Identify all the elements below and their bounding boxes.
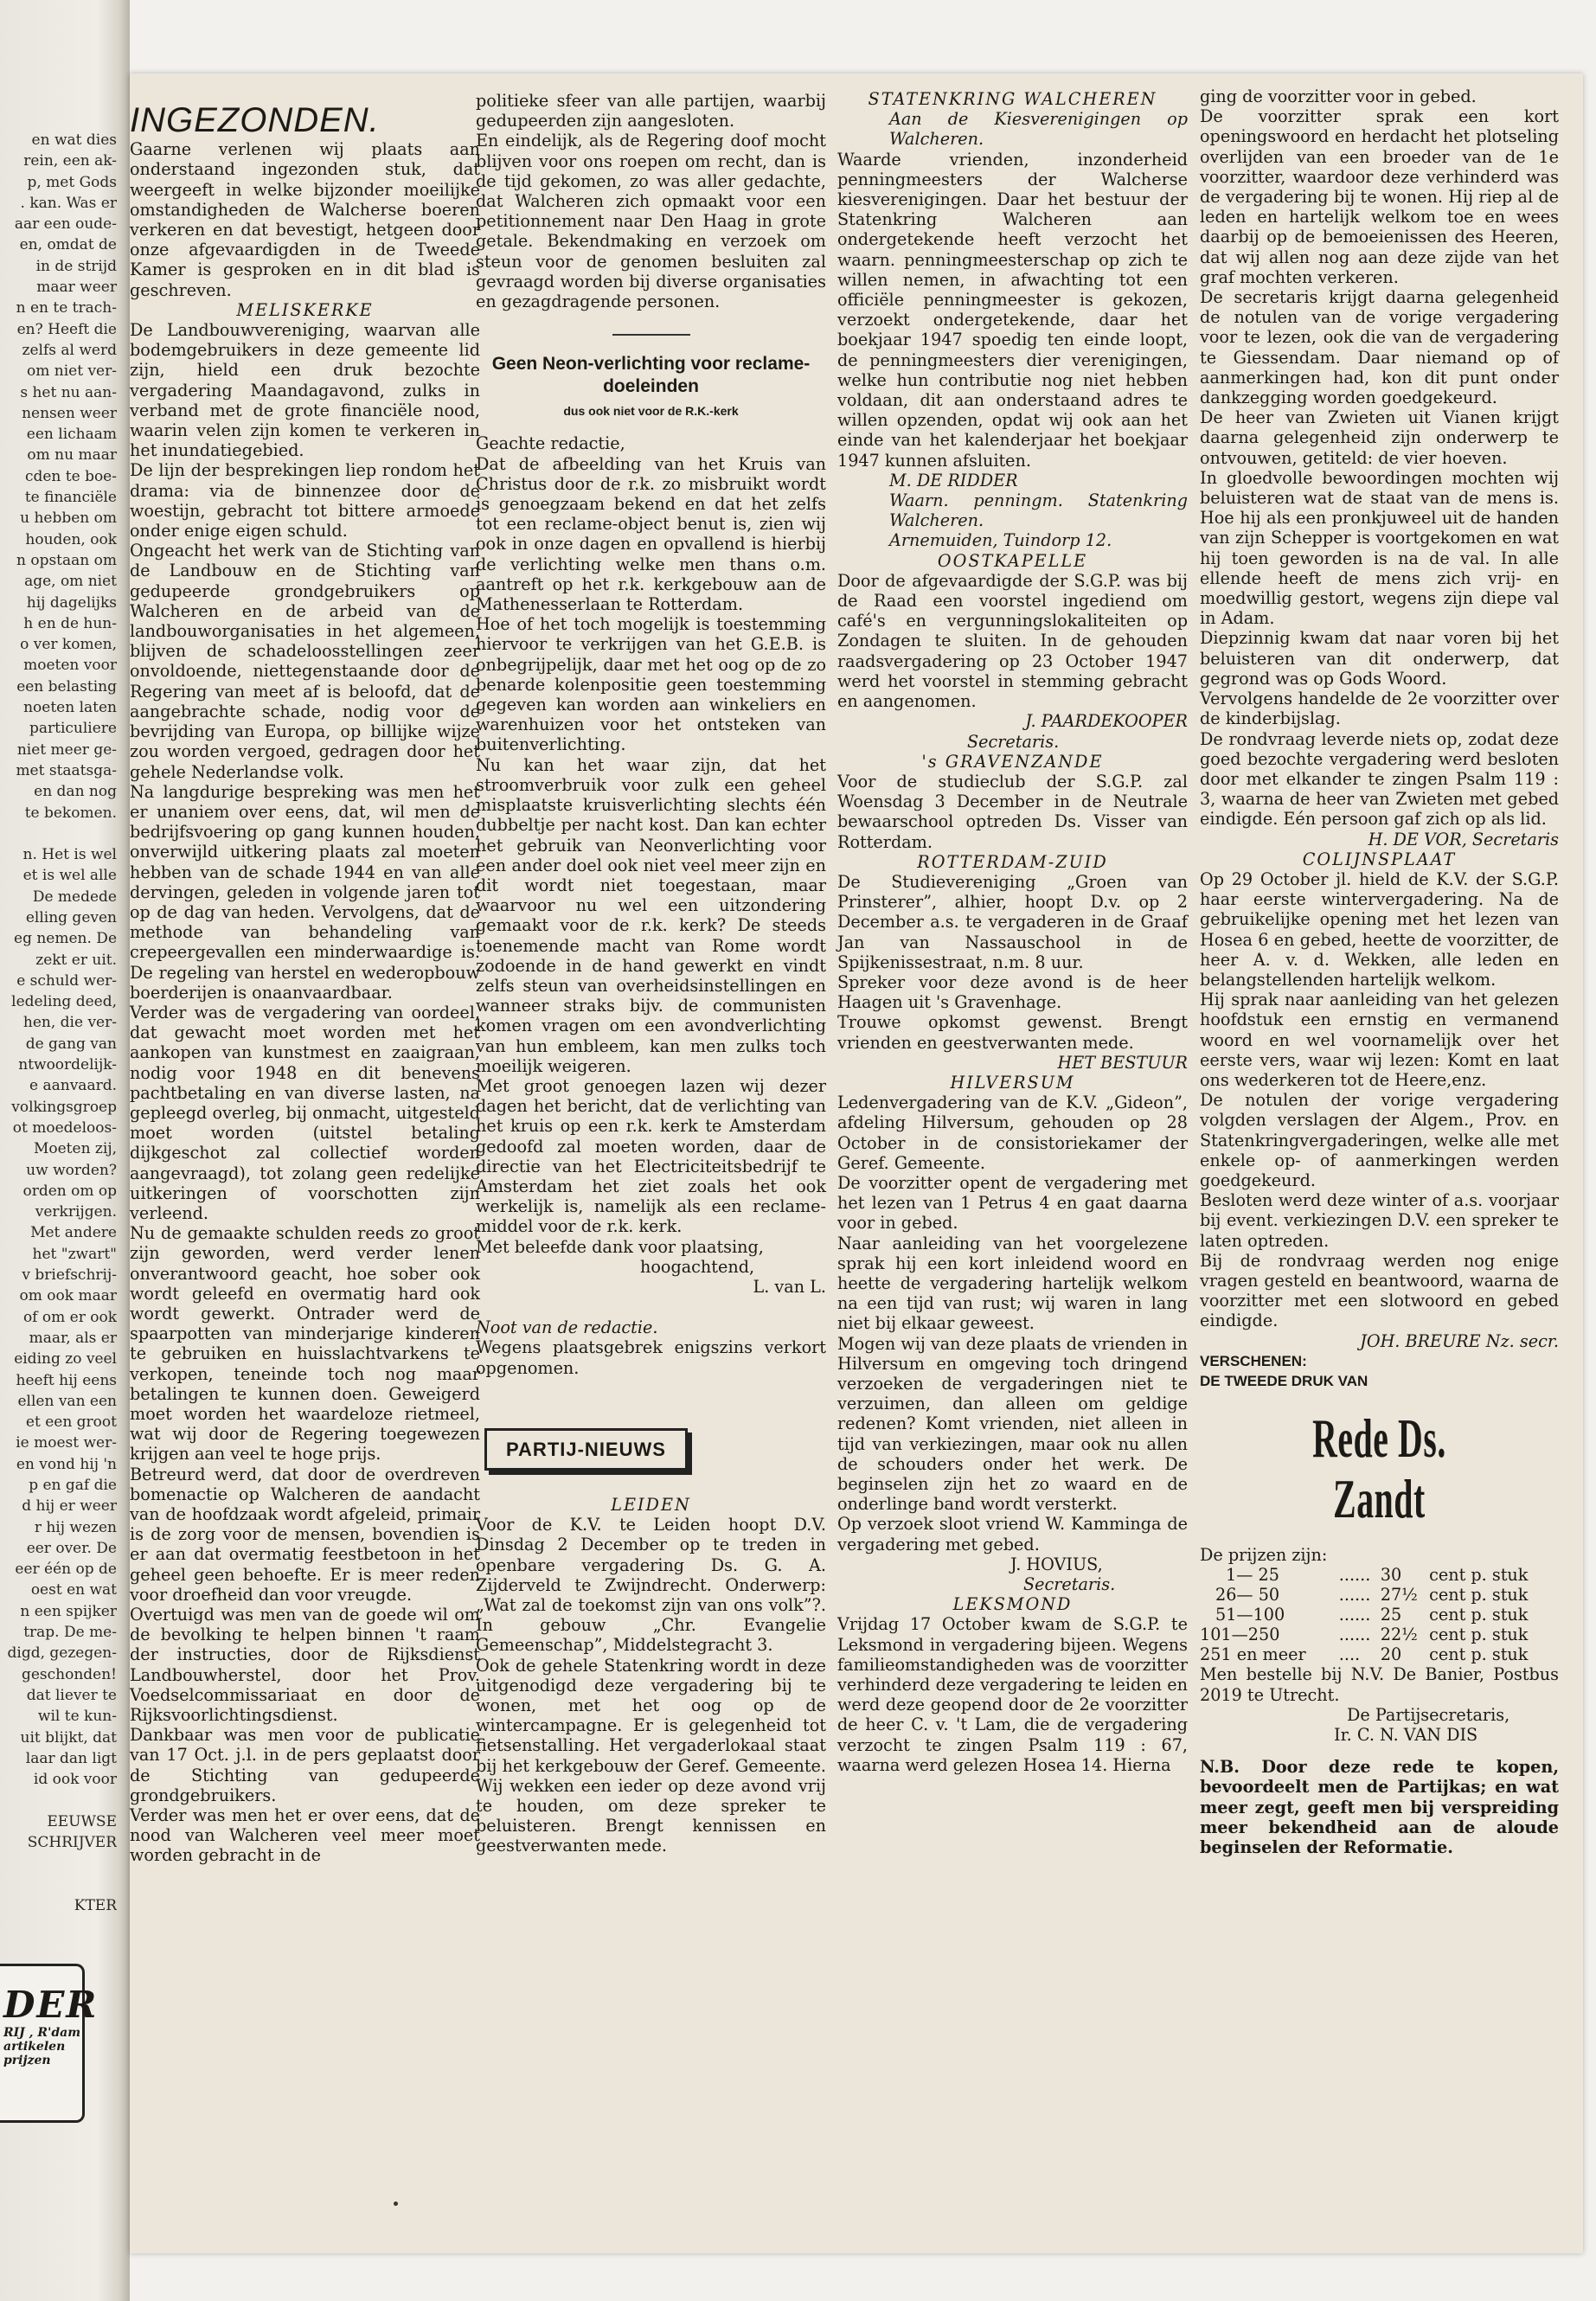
price-unit: cent p. stuk bbox=[1429, 1644, 1529, 1665]
signature: hoogachtend, bbox=[640, 1256, 755, 1277]
article-title-neon: Geen Neon-verlichting voor reclame-doeleinden bbox=[491, 354, 811, 397]
paragraph: Nu de gemaakte schulden reeds zo groot zijn geworden, werd verder lenen onverantwoord geacht, hoe sober ook wordt geleefd en overmatig hard ook wordt gewerkt. Ontrader werd de spaarpotten van minderjarige kinderen te gebruiken en huisslachtvarkens te verkopen, teneinde toch nog maar betalingen te kunnen doen. Geweigerd moet worden het waardeloze rietmeel, wat wij door de Regering toegewezen krijgen aan veel te hoge prijs. bbox=[130, 1223, 480, 1465]
signature: L. van L. bbox=[753, 1276, 826, 1297]
price-dots: ...... bbox=[1338, 1625, 1371, 1645]
subheading: LEKSMOND bbox=[952, 1594, 1073, 1615]
signature: Waarn. penningm. Statenkring Walcheren. bbox=[889, 490, 1188, 531]
left-page-text: en wat dies rein, een ak- p, met Gods . kan. Was er aar een oude- en, omdat de in de strijd maar weer n en te trach- en? Heeft die zelfs al werd om niet ver- s het nu aan- nensen weer een lichaam om nu maar cden te boe- te financiële u hebben om houden, ook n opstaan om age, om niet hij dagelijks h en de hun- o ver komen, moeten voor een belasting noeten laten particuliere niet meer ge- met staatsga- en dan nog te bekomen. n. Het is wel et is wel alle De mededе elling geven eg nemen. De zekt er uit. e schuld wer- ledeling deed, hen, die ver- de gang van ntwoordelijk- e aanvaard. volkingsgroep ot moedeloos- Moeten zij, uw worden? orden om op verkrijgen. Met andere het "zwart" v briefschrij- om ook maar of om er ook maar, als er eiding zo veel heeft hij eens ellen van een et een groot ie moest wer- en vond hij 'n p en gaf die d hij er weer r hij wezen eer over. De eer één op de oest en wat n een spijker trap. De me- digd, gezegen- geschonden! dat liever te wil te kun- uit blijkt, dat laar dan ligt id ook voor EEUWSE SCHRIJVER KTER bbox=[7, 131, 117, 1914]
divider bbox=[612, 334, 690, 336]
paragraph: Dankbaar was men voor de publicatie van 17 Oct. j.l. in de pers geplaatst door de Stichting van gedupeerde grondgebruikers. bbox=[130, 1725, 480, 1805]
paragraph: Ook de gehele Statenkring wordt in deze uitgenodigd deze vergadering bij te wonen, met het oog op de wintercampagne. Er is gelegenheid tot fietsenstalling. Het vergaderlokaal staat bij het kerkgebouw der Geref. Gemeente. Wij wekken een ieder op deze avond vrij te houden, om deze spreker te beluisteren. Brengt kennissen en geestverwanten mede. bbox=[476, 1655, 826, 1856]
subheading: STATENKRING WALCHEREN bbox=[868, 89, 1157, 109]
advert-label: VERSCHENEN: bbox=[1200, 1352, 1307, 1369]
subheading: HILVERSUM bbox=[950, 1072, 1075, 1093]
paragraph: De Studievereniging „Groen van Prinsterer”, alhier, hoopt D.v. op 2 December a.s. te vergaderen in de Graaf Jan van Nassauschool in de Spijkenissestraat, n.m. 8 uur. bbox=[837, 871, 1188, 972]
price-value: 30 bbox=[1380, 1565, 1402, 1586]
article-subtitle-neon: dus ook niet voor de R.K.-kerk bbox=[563, 404, 739, 419]
nb-note: N.B. Door deze rede te kopen, bevoordeelt men de Partijkas; en wat meer zegt, geeft men bij verspreiding meer bekendheid aan de aloude beginselen der Reformatie. bbox=[1200, 1757, 1559, 1858]
paragraph: De voorzitter sprak een kort openingswoord en herdacht het plotseling overlijden van een broeder van de 1e voorzitter, waardoor deze verhinderd was de vergadering bij te wonen. Hij riep al de leden en hartelijk welkom toe en wees daarbij op de bemoeienissen des Heeren, dat wij allen nog aan deze zijde van het graf mochten verkeren. bbox=[1200, 106, 1559, 287]
table-row bbox=[1200, 1585, 1559, 1605]
advert-title-rede: Rede Ds. Zandt bbox=[1312, 1407, 1446, 1530]
paragraph: Dat de afbeelding van het Kruis van Christus door de r.k. zo misbruikt wordt is genoegzaam bekend en dat het zelfs tot een reclame-object benut is, zien wij ook in onze dagen en opvallend is hierbij de verlichting welke men thans o.m. aantreft op het r.k. kerkgebouw aan de Mathenesserlaan te Rotterdam. bbox=[476, 453, 826, 615]
subheading: ROTTERDAM-ZUID bbox=[917, 851, 1108, 872]
column-2 bbox=[476, 91, 826, 1856]
salutation: Geachte redactie, bbox=[476, 433, 625, 454]
paragraph: Gaarne verlenen wij plaats aan onderstaand ingezonden stuk, dat weergeeft in welke bijzonder moeilijke omstandigheden de Walcherse boeren verkeren en dat bevestigt, hetgeen door onze afgevaardigden in de Tweede Kamer is gesproken en in dit blad is geschreven. bbox=[130, 139, 480, 300]
editor-note-title: Noot van de redactie. bbox=[476, 1317, 658, 1338]
subheading: COLIJNSPLAAT bbox=[1302, 849, 1457, 869]
paragraph: Diepzinnig kwam dat naar voren bij het beluisteren van dit onderwerp, dat gegrond was op Gods Woord. bbox=[1200, 628, 1559, 689]
paragraph: Verder was de vergadering van oordeel, dat gewacht moet worden met het aankopen van kunstmest en zaaigraan, nodig voor 1948 en dit benevens pachtbetaling en van diverse lasten, na gepleegd overleg, bij onmacht, uitgesteld moet worden (uitstel betaling dijkgeschot zal collectief worden aangevraagd), tot zolang geen redelijke uitkeringen of voorschotten zijn verleend. bbox=[130, 1002, 480, 1223]
paragraph: Met groot genoegen lazen wij dezer dagen het bericht, dat de verlichting van het kruis op een r.k. kerk te Amsterdam gedoofd zal moeten worden, daar de directie van het Electriciteitsbedrijf te Amsterdam het ziet zoals het ook werkelijk is, namelijk als een reclame-middel voor de r.k. kerk. bbox=[476, 1075, 826, 1237]
signature: H. DE VOR, Secretaris bbox=[1368, 829, 1559, 849]
subheading: 's GRAVENZANDE bbox=[921, 751, 1104, 772]
paragraph: Naar aanleiding van het voorgelezene sprak hij een kort inleidend woord en heette de vergadering hartelijk welkom na een tijd van rust; wij waren in lang niet bij elkaar geweest. bbox=[837, 1233, 1188, 1334]
price-value: 27½ bbox=[1380, 1585, 1418, 1606]
price-range: 251 en meer bbox=[1200, 1644, 1306, 1665]
paragraph: Besloten werd deze winter of a.s. voorjaar bij event. verkiezingen D.V. een spreker te laten optreden. bbox=[1200, 1190, 1559, 1251]
subheading: MELISKERKE bbox=[236, 299, 374, 320]
paragraph: Door de afgevaardigde der S.G.P. was bij de Raad een voorstel ingediend om café's en vergunningslokaliteiten op Zondagen te sluiten. In de gehouden raadsvergadering op 23 October 1947 werd het voorstel in stemming gebracht en aangenomen. bbox=[837, 570, 1188, 712]
signature: Secretaris. bbox=[967, 731, 1060, 752]
paragraph: De secretaris krijgt daarna gelegenheid de notulen van de vorige vergadering voor te lezen, ook die van de vergadering te Giessendam. Daar niemand op of aanmerkingen had, kon dit punt onder dankzegging worden goedgekeurd. bbox=[1200, 287, 1559, 408]
newspaper-page bbox=[130, 74, 1583, 2253]
advert-line: artikelen bbox=[3, 2040, 66, 2054]
column-4 bbox=[1200, 87, 1559, 1857]
price-unit: cent p. stuk bbox=[1429, 1605, 1529, 1625]
subheading: LEIDEN bbox=[611, 1494, 691, 1515]
subheading: OOSTKAPELLE bbox=[937, 550, 1088, 571]
table-row bbox=[1200, 1605, 1559, 1625]
paragraph: Verder was men het er over eens, dat de nood van Walcheren veel meer moet worden gebracht in de bbox=[130, 1805, 480, 1866]
price-range: 101—250 bbox=[1200, 1625, 1280, 1645]
table-row bbox=[1200, 1644, 1559, 1664]
paragraph: politieke sfeer van alle partijen, waarbij gedupeerden zijn aangesloten. bbox=[476, 91, 826, 131]
price-unit: cent p. stuk bbox=[1429, 1565, 1529, 1586]
left-page-advert bbox=[0, 1964, 99, 2123]
price-dots: ...... bbox=[1338, 1605, 1371, 1625]
paragraph: Op verzoek sloot vriend W. Kamminga de vergadering met gebed. bbox=[837, 1514, 1188, 1554]
signature: J. PAARDEKOOPER bbox=[1025, 711, 1188, 732]
address-line: Aan de Kiesverenigingen op Walcheren. bbox=[889, 109, 1188, 150]
price-dots: .... bbox=[1338, 1644, 1361, 1665]
paragraph: De lijn der besprekingen liep rondom het drama: via de binnenzee door de woestijn, gebracht tot bittere armoede onder enige eigen schuld. bbox=[130, 460, 480, 542]
paragraph: Mogen wij van deze plaats de vrienden in Hilversum en omgeving toch dringend verzoeken de vergaderingen niet te verzuimen, dan alleen om geldige redenen? Komt vrienden, niet alleen in tijd van verkiezingen, maar ook nu allen de schouders onder het werk. De beginselen zijn het zo waard en de onderlinge band wordt versterkt. bbox=[837, 1333, 1188, 1515]
advert-line: RIJ , R'dam bbox=[3, 2026, 81, 2040]
paragraph: Voor de K.V. te Leiden hoopt D.V. Dinsdag 2 December op te treden in openbare vergadering Ds. G. A. Zijderveld te Zwijndrecht. Onderwerp: „Wat zal de toekomst zijn van ons volk”?. In gebouw „Chr. Evangelie Gemeenschap”, Middelstegracht 3. bbox=[476, 1515, 826, 1656]
price-unit: cent p. stuk bbox=[1429, 1585, 1529, 1606]
signature: HET BESTUUR bbox=[1057, 1052, 1188, 1073]
paragraph: Vrijdag 17 October kwam de S.G.P. te Leksmond in vergadering bijeen. Wegens familieomstandigheden was de voorzitter verhinderd deze vergadering te leiden en werd deze geopend door de 2e voorzitter de heer C. v. 't Lam, die de vergadering verzocht te zingen Psalm 119 : 67, waarna werd gelezen Hosea 14. Hierna bbox=[837, 1614, 1188, 1775]
paragraph: De notulen der vorige vergadering volgden verslagen der Algem., Prov. en Statenkringvergaderingen, welke alle met enkele op- of aanmerkingen werden goedgekeurd. bbox=[1200, 1090, 1559, 1190]
prices-intro: De prijzen zijn: bbox=[1200, 1545, 1328, 1566]
price-range: 51—100 bbox=[1215, 1605, 1285, 1625]
price-range: 26— 50 bbox=[1215, 1585, 1280, 1606]
signature: JOH. BREURE Nz. secr. bbox=[1360, 1330, 1559, 1351]
ink-speck bbox=[394, 2202, 398, 2206]
paragraph: De voorzitter opent de vergadering met het lezen van 1 Petrus 4 en gaat daarna voor in gebed. bbox=[837, 1172, 1188, 1234]
paragraph: Op 29 October jl. hield de K.V. der S.G.P. haar eerste wintervergadering. Na de gebruikelijke opening met het lezen van Hosea 6 en gebed, heette de voorzitter, de heer A. v. d. Wekken, alle leden en belangstellenden hartelijk welkom. bbox=[1200, 868, 1559, 990]
paragraph: Hij sprak naar aanleiding van het gelezen hoofdstuk een ernstig en vermanend woord en wel voornamelijk over het eerste vers, waar wij lezen: Komt en laat ons wederkeren tot de Heere,enz. bbox=[1200, 990, 1559, 1090]
signature: Ir. C. N. VAN DIS bbox=[1334, 1725, 1478, 1746]
table-row bbox=[1200, 1565, 1559, 1585]
paragraph: ging de voorzitter voor in gebed. bbox=[1200, 87, 1477, 106]
signature: Secretaris. bbox=[1023, 1574, 1116, 1595]
paragraph: Spreker voor deze avond is de heer Haagen uit 's Gravenhage. bbox=[837, 971, 1188, 1013]
paragraph: Trouwe opkomst gewenst. Brengt vrienden en geestverwanten mede. bbox=[837, 1012, 1188, 1053]
price-table bbox=[1200, 1565, 1559, 1664]
paragraph: Bij de rondvraag werden nog enige vragen gesteld en beantwoord, waarna de voorzitter met een slotwoord en gebed eindigde. bbox=[1200, 1250, 1559, 1331]
paragraph: Ledenvergadering van de K.V. „Gideon”, afdeling Hilversum, gehouden op 28 October in de consistoriekamer der Geref. Gemeente. bbox=[837, 1093, 1188, 1173]
section-heading-ingezonden: INGEZONDEN. bbox=[130, 101, 380, 139]
price-value: 22½ bbox=[1380, 1625, 1418, 1645]
column-1 bbox=[130, 89, 480, 1866]
paragraph: De rondvraag leverde niets op, zodat deze goed bezochte vergadering werd besloten door met elkander te zingen Psalm 119 : 3, waarna de heer van Zwieten met gebed eindigde. Eén persoon gaf zich op als lid. bbox=[1200, 728, 1559, 830]
advert-logo-text: DER bbox=[3, 1984, 99, 2026]
paragraph: Na langdurige bespreking was men het er unaniem over eens, dat, wil men de bedrijfsvoering op gang kunnen houden, onverwijld uitkering plaats zal moeten hebben van de schade 1944 en van alle dervingen, geleden in volgende jaren tot op de dag van heden. Vervolgens, dat de methode van behandeling van crepeergevallen een minderwaardige is. De regeling van herstel en wederopbouw boerderijen is onaanvaardbaar. bbox=[130, 781, 480, 1003]
paragraph: De Landbouwvereniging, waarvan alle bodemgebruikers in deze gemeente lid zijn, hield een druk bezochte vergadering Maandagavond, zulks in verband met de grote financiële nood, waarin velen zijn komen te verkeren in het inundatiegebied. bbox=[130, 320, 480, 461]
paragraph: De heer van Zwieten uit Vianen krijgt daarna gelegenheid zijn onderwerp te ontvouwen, getiteld: de vier hoeven. bbox=[1200, 407, 1559, 468]
table-row bbox=[1200, 1625, 1559, 1644]
editor-note: Wegens plaatsgebrek enigszins verkort opgenomen. bbox=[476, 1337, 826, 1378]
signature: J. HOVIUS, bbox=[1010, 1554, 1103, 1574]
paragraph: Waarde vrienden, inzonderheid penningmeesters der Walcherse kiesverenigingen. Daar het bestuur der Statenkring Walcheren aan ondergetekende heeft verzocht het waarn. penningmeesterschap op zich te willen nemen, in afwachting tot een officiële penningmeester is gekozen, verzoekt ondergetekende, daar het boekjaar 1947 spoedig ten einde loopt, de penningmeesters dier verenigingen, welke hun contributie nog niet hebben voldaan, dit aan onderstaand adres te willen opzenden, opdat wij ook aan het einde van het kalenderjaar het boekjaar 1947 kunnen afsluiten. bbox=[837, 149, 1188, 471]
price-unit: cent p. stuk bbox=[1429, 1625, 1529, 1645]
signature: Arnemuiden, Tuindorp 12. bbox=[889, 530, 1112, 551]
order-info: Men bestelle bij N.V. De Banier, Postbus 2019 te Utrecht. bbox=[1200, 1664, 1559, 1705]
signature: De Partijsecretaris, bbox=[1347, 1704, 1510, 1725]
paragraph: Betreurd werd, dat door de overdreven bomenactie op Walcheren de aandacht van de hoofdzaak wordt afgeleid, primair is de zorg voor de mensen, bovendien is er aan dat overmatig feestbetoon in het geheel geen behoefte. Er is meer reden voor droefheid dan voor vreugde. bbox=[130, 1464, 480, 1605]
paragraph: In gloedvolle bewoordingen mochten wij beluisteren wat de staat van de mens is. Hoe hij als een pronkjuweel uit de handen van zijn Schepper is voortgekomen en wat hij toen geworden is na de val. In alle ellende heeft de mens zich vrij- en moedwillig gestort, wegens zijn diepe val in Adam. bbox=[1200, 467, 1559, 629]
section-heading-partij-nieuws: PARTIJ-NIEUWS bbox=[484, 1428, 688, 1471]
paragraph: Vervolgens handelde de 2e voorzitter over de kinderbijslag. bbox=[1200, 689, 1559, 729]
advert-line: prijzen bbox=[3, 2054, 51, 2067]
left-page-edge bbox=[0, 0, 130, 2301]
paragraph: Overtuigd was men van de goede wil om de bevolking te helpen binnen 't raam der instructies, door de Rijksdienst Landbouwherstel, door het Prov. Voedselcommissariaat en door de Rijksvoorlichtingsdienst. bbox=[130, 1605, 480, 1726]
price-dots: ...... bbox=[1338, 1585, 1371, 1606]
price-dots: ...... bbox=[1338, 1565, 1371, 1586]
paragraph: Ongeacht het werk van de Stichting van de Landbouw en de Stichting van gedupeerde grondgebruikers op Walcheren en de arbeid van de landbouworganisaties in het algemeen, blijven de schadeloosstellingen zeer onvoldoende, niettegenstaande door de Regering van meet af is beloofd, dat de aangebrachte schade, nodig voor de bevrijding van Europa, op billijke wijze zou worden vergoed, gedragen door het gehele Nederlandse volk. bbox=[130, 541, 480, 782]
price-value: 20 bbox=[1380, 1644, 1402, 1665]
price-range: 1— 25 bbox=[1226, 1565, 1279, 1586]
paragraph: Voor de studieclub der S.G.P. zal Woensdag 3 December in de Neutrale bewaarschool optreden Ds. Visser van Rotterdam. bbox=[837, 771, 1188, 852]
paragraph: Met beleefde dank voor plaatsing, bbox=[476, 1236, 764, 1257]
paragraph: Hoe of het toch mogelijk is toestemming hiervoor te verkrijgen van het G.E.B. is onbegrijpelijk, daar met het oog op de zo benarde kolenpositie geen toestemming gegeven kan worden aan winkeliers en warenhuizen voor het ontsteken van buitenverlichting. bbox=[476, 614, 826, 755]
paragraph: Nu kan het waar zijn, dat het stroomverbruik voor zulk een geheel misplaatste kruisverlichting slechts één dubbeltje per nacht kost. Dan kan echter het gebruik van Neonverlichting voor een ander doel ook niet veel meer zijn en dit wordt niet toegestaan, maar waarvoor nu wel een uitzondering gemaakt voor de r.k. kerk? De steeds toenemende macht van Rome wordt zodoende in de hand gewerkt en vindt zelfs steun van overheidsinstellingen en wanneer straks bijv. de communisten komen vragen om een avondverlichting van hun embleem, kan men zulks toch moeilijk weigeren. bbox=[476, 754, 826, 1076]
signature: M. DE RIDDER bbox=[889, 470, 1018, 490]
paragraph: En eindelijk, als de Regering doof mocht blijven voor ons roepen om recht, dan is de tijd gekomen, zo was aller gedachte, dat Walcheren zich opmaakt voor een petitionnement naar Den Haag in grote getale. Bekendmaking en verzoek om steun voor de genomen besluiten zal gevraagd worden bij diverse organisaties en gezagdragende personen. bbox=[476, 131, 826, 312]
column-3 bbox=[837, 89, 1188, 1775]
price-value: 25 bbox=[1380, 1605, 1402, 1625]
advert-label: DE TWEEDE DRUK VAN bbox=[1200, 1373, 1368, 1389]
